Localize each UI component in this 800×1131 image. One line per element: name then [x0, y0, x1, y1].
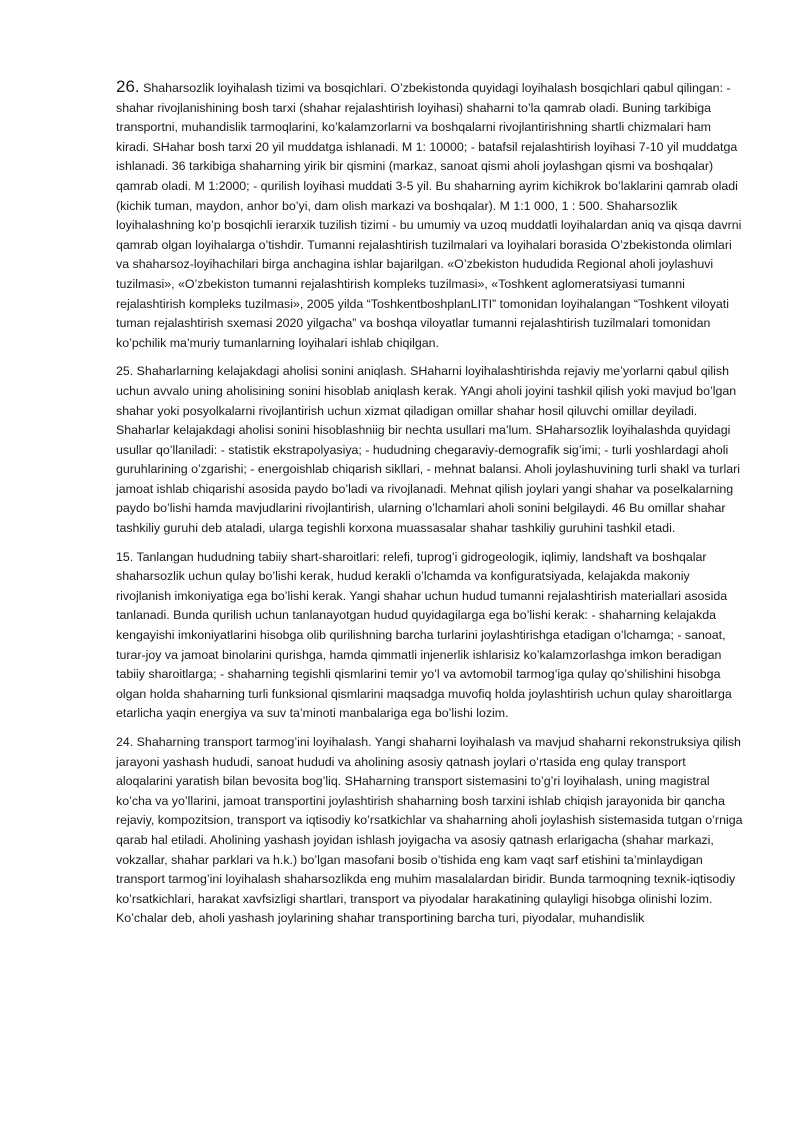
- paragraph-25: [116, 362, 744, 538]
- paragraph-26: [116, 77, 744, 353]
- paragraph-24: [116, 733, 744, 929]
- paragraph-text: Shaharsozlik loyihalash tizimi va bosqichlari. O’zbekistonda quyidagi loyihalash bosqichlari qabul qilingan: - shahar rivojlanishining bosh tarxi (shahar rejalashtirish loyihasi) shaharni to’la qamrab oladi. Buning tarkibiga transportni, muhandislik tarmoqlarini, ko’kalamzorlarni va boshqalarni rivojlantirishning shartli chizmalari ham kiradi. SHahar bosh tarxi 20 yil muddatga ishlanadi. M 1: 10000; - batafsil rejalashtirish loyihasi 7-10 yil muddatga ishlanadi. 36 tarkibiga shaharning yirik bir qismini (markaz, sanoat qismi aholi joylashgan qismi va boshqalar) qamrab oladi. M 1:2000; - qurilish loyihasi muddati 3-5 yil. Bu shaharning ayrim kichikrok bo’laklarini qamrab oladi (kichik tuman, maydon, anhor bo’yi, dam olish markazi va boshqalar). M 1:1 000, 1 : 500. Shaharsozlik loyihalashning ko’p bosqichli ierarxik tuzilish tizimi - bu umumiy va uzoq muddatli loyihalardan aniq va qisqa davrni qamrab olgan loyihalarga o’tishdir. Tumanni rejalashtirish tuzilmalari va loyihalari borasida O’zbekistonda olimlari va shaharsoz-loyihachilari birga anchagina ishlar bajarilgan. «O’zbekiston hududida Regional aholi joylashuvi tuzilmasi», «O’zbekiston tumanni rejalashtirish kompleks tuzilmasi», «Toshkent aglomeratsiyasi tumanni rejalashtirish kompleks tuzilmasi», 2005 yilda “ToshkentboshplanLITI” tomonidan loyihalangan “Toshkent viloyati tuman rejalashtirish sxemasi 2020 yilgacha” va boshqa viloyatlar tumanni rejalashtirish tuzilmalari tomonidan ko’pchilik ma’muriy tumanlarning loyihalari ishlab chiqilgan.: [116, 81, 742, 350]
- paragraph-text: 25. Shaharlarning kelajakdagi aholisi sonini aniqlash. SHaharni loyihalashtirishda rejaviy me’yorlarni qabul qilish uchun avvalo uning aholisining sonini hisoblab aniqlash kerak. YAngi aholi joyini tashkil qilish yoki mavjud bo’lgan shahar yoki posyolkalarni rivojlantirish uchun xizmat qiladigan omillar shahar hosil qiluvchi omillar deyiladi. Shaharlar kelajakdagi aholisi sonini hisoblashniig bir nechta usullari ma’lum. SHaharsozlik loyihalashda quyidagi usullar qo’llaniladi: - statistik ekstrapolyasiya; - hududning chegaraviy-demografik sig’imi; - turli yoshlardagi aholi guruhlarining o’zgarishi; - energoishlab chiqarish sikllari, - mehnat balansi. Aholi joylashuvining turli shakl va turlari jamoat ishlab chiqarishi asosida paydo bo’ladi va rivojlanadi. Mehnat qilish joylari yangi shahar va poselkalarning paydo bo’lishi hamda mavjudlarini rivojlantirish, ularning o’lchamlari aholi sonini belgilaydi. 46 Bu omillar shahar tashkiliy guruhi deb ataladi, ularga tegishli korxona muassasalar shahar tashkiliy guruhini tashkil etadi.: [116, 364, 740, 536]
- document-page: [116, 77, 744, 938]
- paragraph-text: 15. Tanlangan hududning tabiiy shart-sharoitlari: relefi, tuprog’i gidrogeologik, iqlimiy, landshaft va boshqalar shaharsozlik uchun qulay bo’lishi kerak, hudud kerakli o’lchamda va konfiguratsiyada, kelajakda makoniy rivojlanish imkoniyatiga ega bo’lishi kerak. Yangi shahar uchun hudud tumanni rejalashtirish materiallari asosida tanlanadi. Bunda qurilish uchun tanlanayotgan hudud quyidagilarga ega bo’lishi kerak: - shaharning kelajakda kengayishi imkoniyatlarini hisobga olib qurilishning barcha turlarini joylashtirishga etadigan o’lchamga; - sanoat, turar-joy va jamoat binolarini qurishga, hamda qimmatli injenerlik ishlarisiz ko’kalamzorlashga imkon beradigan tabiiy sharoitlarga; - shaharning tegishli qismlarini temir yo’l va avtomobil tarmog’iga qulay qo’shilishini hisobga olgan holda shaharning turli funksional qismlarini maqsadga muvofiq holda joylashtirish uchun qulay sharoitlarga etarlicha yaqin energiya va suv ta’minoti manbalariga ega bo’lishi lozim.: [116, 549, 732, 721]
- paragraph-15: [116, 548, 744, 724]
- paragraph-text: 24. Shaharning transport tarmog’ini loyihalash. Yangi shaharni loyihalash va mavjud shaharni rekonstruksiya qilish jarayoni yashash hududi, sanoat hududi va aholining asosiy qatnash joylari o’rtasida eng qulay transport aloqalarini yaratish bilan bevosita bog’liq. SHaharning transport sistemasini to’g’ri loyihalash, uning magistral ko’cha va yo’llarini, jamoat transportini joylashtirish shaharning bosh tarxini ishlab chiqish jarayonida bir qancha rejaviy, kompozitsion, transport va iqtisodiy ko’rsatkichlar va shaharning aholi joylashish sistemasida tutgan o’rniga qarab hal etiladi. Aholining yashash joyidan ishlash joyigacha va asosiy qatnash erlarigacha (shahar markazi, vokzallar, shahar parklari va h.k.) bo’lgan masofani bosib o’tishida eng kam vaqt sarf etishini ta’minlaydigan transport tarmog’ini loyihalash shaharsozlikda eng muhim masalalardan biridir. Bunda tarmoqning texnik-iqtisodiy ko’rsatkichlari, harakat xavfsizligi shartlari, transport va piyodalar harakatining qulayligi hisobga olinishi lozim. Ko’chalar deb, aholi yashash joylarining shahar transportining barcha turi, piyodalar, muhandislik: [116, 735, 743, 926]
- paragraph-number: 26.: [116, 77, 140, 96]
